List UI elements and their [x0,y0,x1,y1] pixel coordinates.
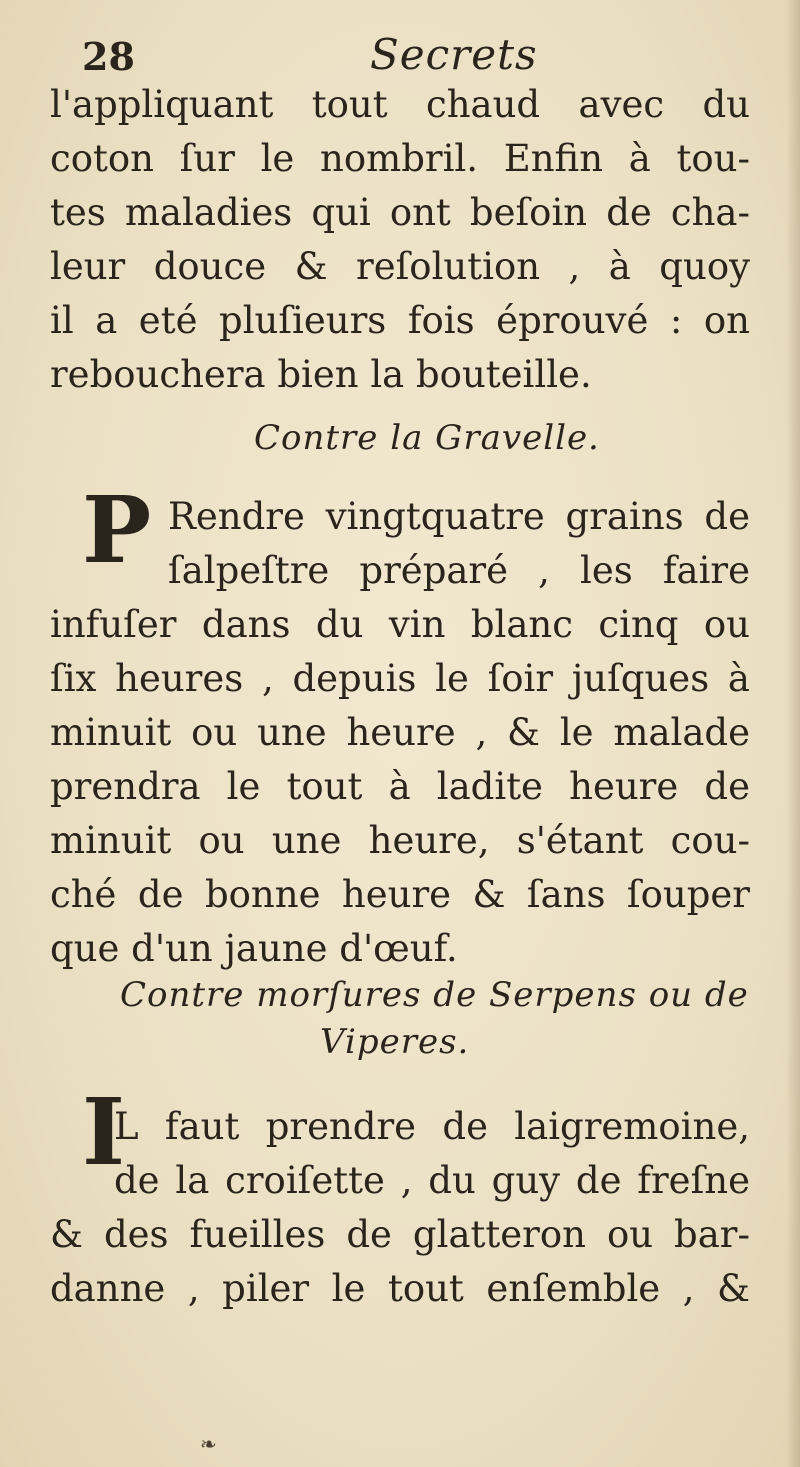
text-line: coton ſur le nombril. Enfin à tou- [50,137,750,180]
text-line: ché de bonne heure & ſans ſouper [50,873,750,916]
section-gravelle-body [50,490,750,976]
page-number: 28 [82,34,135,79]
text-line: infuſer dans du vin blanc cinq ou [50,603,750,646]
text-line: que d'un jaune d'œuf. [50,927,458,970]
text-line: tes maladies qui ont beſoin de cha- [50,191,750,234]
section-heading-serpens-line-2: Viperes. [320,1022,470,1062]
dropcap-p: P [82,476,152,584]
ornament-mark: ❧ [200,1432,217,1456]
text-line: L faut prendre de laigremoine, [114,1105,750,1148]
page-edge-shadow [786,0,800,1467]
text-line: rebouchera bien la bouteille. [50,353,592,396]
text-line: danne , piler le tout enſemble , & [50,1267,750,1310]
text-line: ſalpeſtre préparé , les faire [168,549,750,592]
text-line: de la croiſette , du guy de freſne [114,1159,750,1202]
text-line: l'appliquant tout chaud avec du [50,83,750,126]
text-line: minuit ou une heure, s'étant cou- [50,819,750,862]
text-line: prendra le tout à ladite heure de [50,765,750,808]
text-line: minuit ou une heure , & le malade [50,711,750,754]
section-heading-serpens: Contre morſures de Serpens ou de [120,975,749,1015]
running-head [82,30,538,80]
section-heading-gravelle: Contre la Gravelle. [254,418,600,458]
running-title: Secrets [370,30,538,79]
text-line: ſix heures , depuis le ſoir juſques à [50,657,750,700]
text-line: il a eté pluſieurs fois éprouvé : on [50,299,750,342]
dropcap-i: I [82,1078,126,1186]
paragraph-continuation [50,78,750,402]
text-line: & des fueilles de glatteron ou bar- [50,1213,750,1256]
section-serpens-body [50,1100,750,1316]
text-line: leur douce & reſolution , à quoy [50,245,750,288]
text-line: Rendre vingtquatre grains de [168,495,750,538]
